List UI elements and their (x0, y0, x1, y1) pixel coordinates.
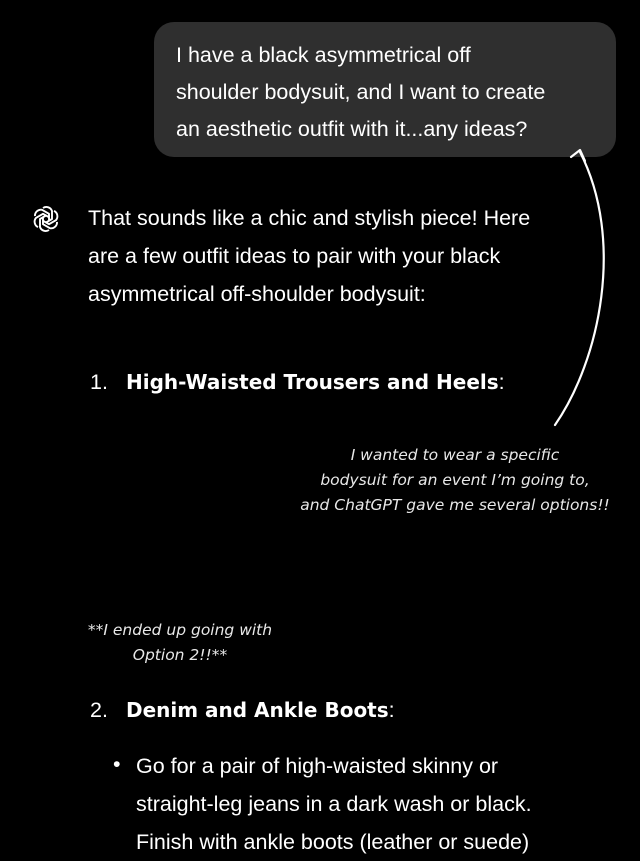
list-item-title: Denim and Ankle Boots (125, 698, 389, 722)
list-item-suffix: : (388, 698, 395, 722)
list-item-number: 2. (90, 698, 108, 722)
assistant-intro-text: That sounds like a chic and stylish piece! Here are a few outfit ideas to pair with your black asymmetrical off-shoulder bodysuit: (88, 206, 531, 306)
user-message-text: I have a black asymmetrical off shoulder bodysuit, and I want to create an aesthetic outfit with it...any ideas? (176, 43, 546, 141)
bullet-point: • (113, 752, 121, 776)
user-message-bubble (154, 22, 616, 157)
list-item-number: 1. (90, 370, 108, 394)
list-item (90, 367, 505, 397)
bullet-text: Go for a pair of high-waisted skinny or straight-leg jeans in a dark wash or black. Finish with ankle boots (leather or suede) (136, 754, 532, 854)
openai-logo-icon (26, 199, 66, 239)
list-item-suffix: : (498, 370, 505, 394)
annotation-note-event: I wanted to wear a specific bodysuit for an event I’m going to, and ChatGPT gave me several options!! (300, 446, 610, 514)
list-item-title: High-Waisted Trousers and Heels (125, 370, 499, 394)
list-item (90, 695, 395, 725)
annotation-note-choice: **I ended up going with Option 2!!** (87, 621, 273, 664)
